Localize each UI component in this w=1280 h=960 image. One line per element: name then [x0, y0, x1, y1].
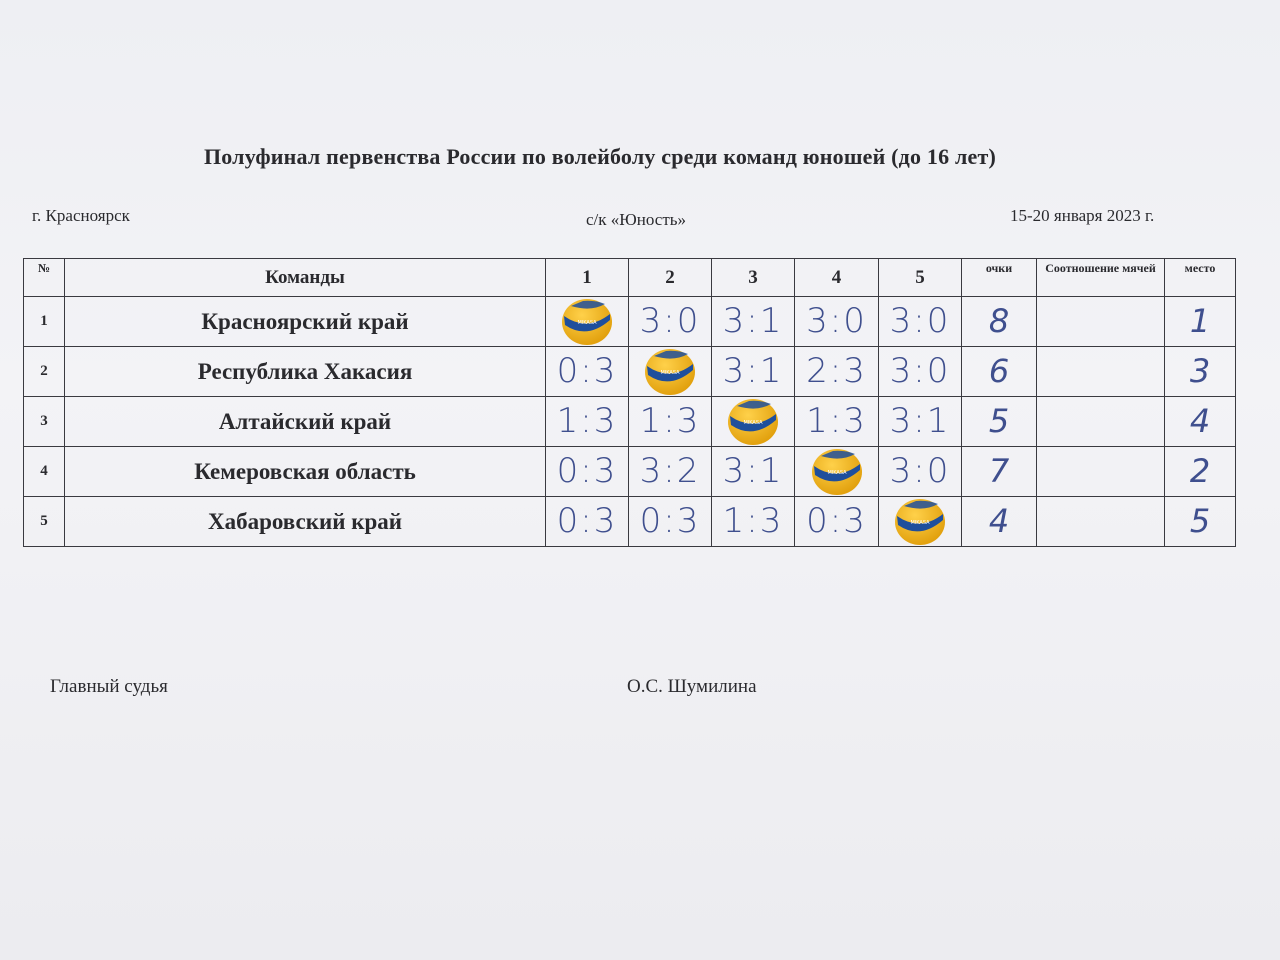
diagonal-cell [712, 397, 795, 447]
diagonal-cell [795, 447, 879, 497]
points-cell: 6 [962, 347, 1037, 397]
header-col-1: 1 [546, 259, 629, 297]
svg-text:MIKASA: MIKASA [910, 519, 930, 526]
diagonal-cell [546, 297, 629, 347]
row-number: 4 [24, 447, 65, 497]
team-name: Хабаровский край [65, 497, 546, 547]
team-name: Красноярский край [65, 297, 546, 347]
header-col-3: 3 [712, 259, 795, 297]
header-num: № [24, 259, 65, 297]
match-score: 1:3 [629, 397, 712, 447]
svg-text:MIKASA: MIKASA [826, 469, 847, 476]
table-row [24, 297, 1236, 347]
match-score: 3:1 [712, 297, 795, 347]
document-title: Полуфинал первенства России по волейболу среди команд юношей (до 16 лет) [203, 144, 997, 169]
points-cell: 4 [962, 497, 1037, 547]
row-number: 2 [24, 347, 65, 397]
match-score: 3:2 [629, 447, 712, 497]
match-score: 3:0 [795, 297, 879, 347]
match-score: 3:0 [629, 297, 712, 347]
volleyball-icon [879, 498, 961, 546]
match-score: 3:0 [879, 347, 962, 397]
venue-label: с/к «Юность» [586, 210, 686, 229]
ratio-cell [1037, 347, 1165, 397]
standings-table [23, 258, 1236, 547]
match-score: 0:3 [629, 497, 712, 547]
points-cell: 8 [962, 297, 1037, 347]
row-number: 5 [24, 497, 65, 547]
row-number: 3 [24, 397, 65, 447]
table-row [24, 497, 1236, 547]
place-cell: 5 [1165, 497, 1236, 547]
place-cell: 2 [1165, 447, 1236, 497]
header-ratio: Соотношение мячей [1037, 259, 1165, 297]
header-points: очки [962, 259, 1037, 297]
svg-text:MIKASA: MIKASA [660, 369, 680, 376]
volleyball-icon [712, 398, 794, 446]
header-teams: Команды [65, 259, 546, 297]
match-score: 0:3 [795, 497, 879, 547]
chief-judge-label: Главный судья [50, 676, 168, 697]
volleyball-icon [546, 298, 628, 346]
team-name: Республика Хакасия [65, 347, 546, 397]
header-col-2: 2 [629, 259, 712, 297]
city-label: г. Красноярск [32, 206, 130, 225]
ratio-cell [1037, 297, 1165, 347]
header-col-4: 4 [795, 259, 879, 297]
ratio-cell [1037, 497, 1165, 547]
diagonal-cell [879, 497, 962, 547]
match-score: 3:0 [879, 447, 962, 497]
match-score: 0:3 [546, 447, 629, 497]
match-score: 1:3 [795, 397, 879, 447]
volleyball-icon [629, 348, 711, 396]
svg-text:MIKASA: MIKASA [743, 419, 763, 426]
ratio-cell [1037, 397, 1165, 447]
table-row [24, 447, 1236, 497]
chief-judge-name: О.С. Шумилина [627, 676, 757, 697]
ratio-cell [1037, 447, 1165, 497]
team-name: Алтайский край [65, 397, 546, 447]
match-score: 3:1 [879, 397, 962, 447]
match-score: 0:3 [546, 497, 629, 547]
team-name: Кемеровская область [65, 447, 546, 497]
place-cell: 3 [1165, 347, 1236, 397]
place-cell: 1 [1165, 297, 1236, 347]
row-number: 1 [24, 297, 65, 347]
header-place: место [1165, 259, 1236, 297]
svg-text:MIKASA: MIKASA [577, 319, 597, 326]
match-score: 1:3 [712, 497, 795, 547]
match-score: 1:3 [546, 397, 629, 447]
match-score: 2:3 [795, 347, 879, 397]
header-col-5: 5 [879, 259, 962, 297]
volleyball-icon [795, 448, 878, 496]
match-score: 3:0 [879, 297, 962, 347]
match-score: 3:1 [712, 347, 795, 397]
place-cell: 4 [1165, 397, 1236, 447]
match-score: 0:3 [546, 347, 629, 397]
table-row [24, 347, 1236, 397]
match-score: 3:1 [712, 447, 795, 497]
table-row [24, 397, 1236, 447]
diagonal-cell [629, 347, 712, 397]
dates-label: 15-20 января 2023 г. [1010, 206, 1155, 225]
points-cell: 7 [962, 447, 1037, 497]
points-cell: 5 [962, 397, 1037, 447]
header-row [24, 259, 1236, 297]
